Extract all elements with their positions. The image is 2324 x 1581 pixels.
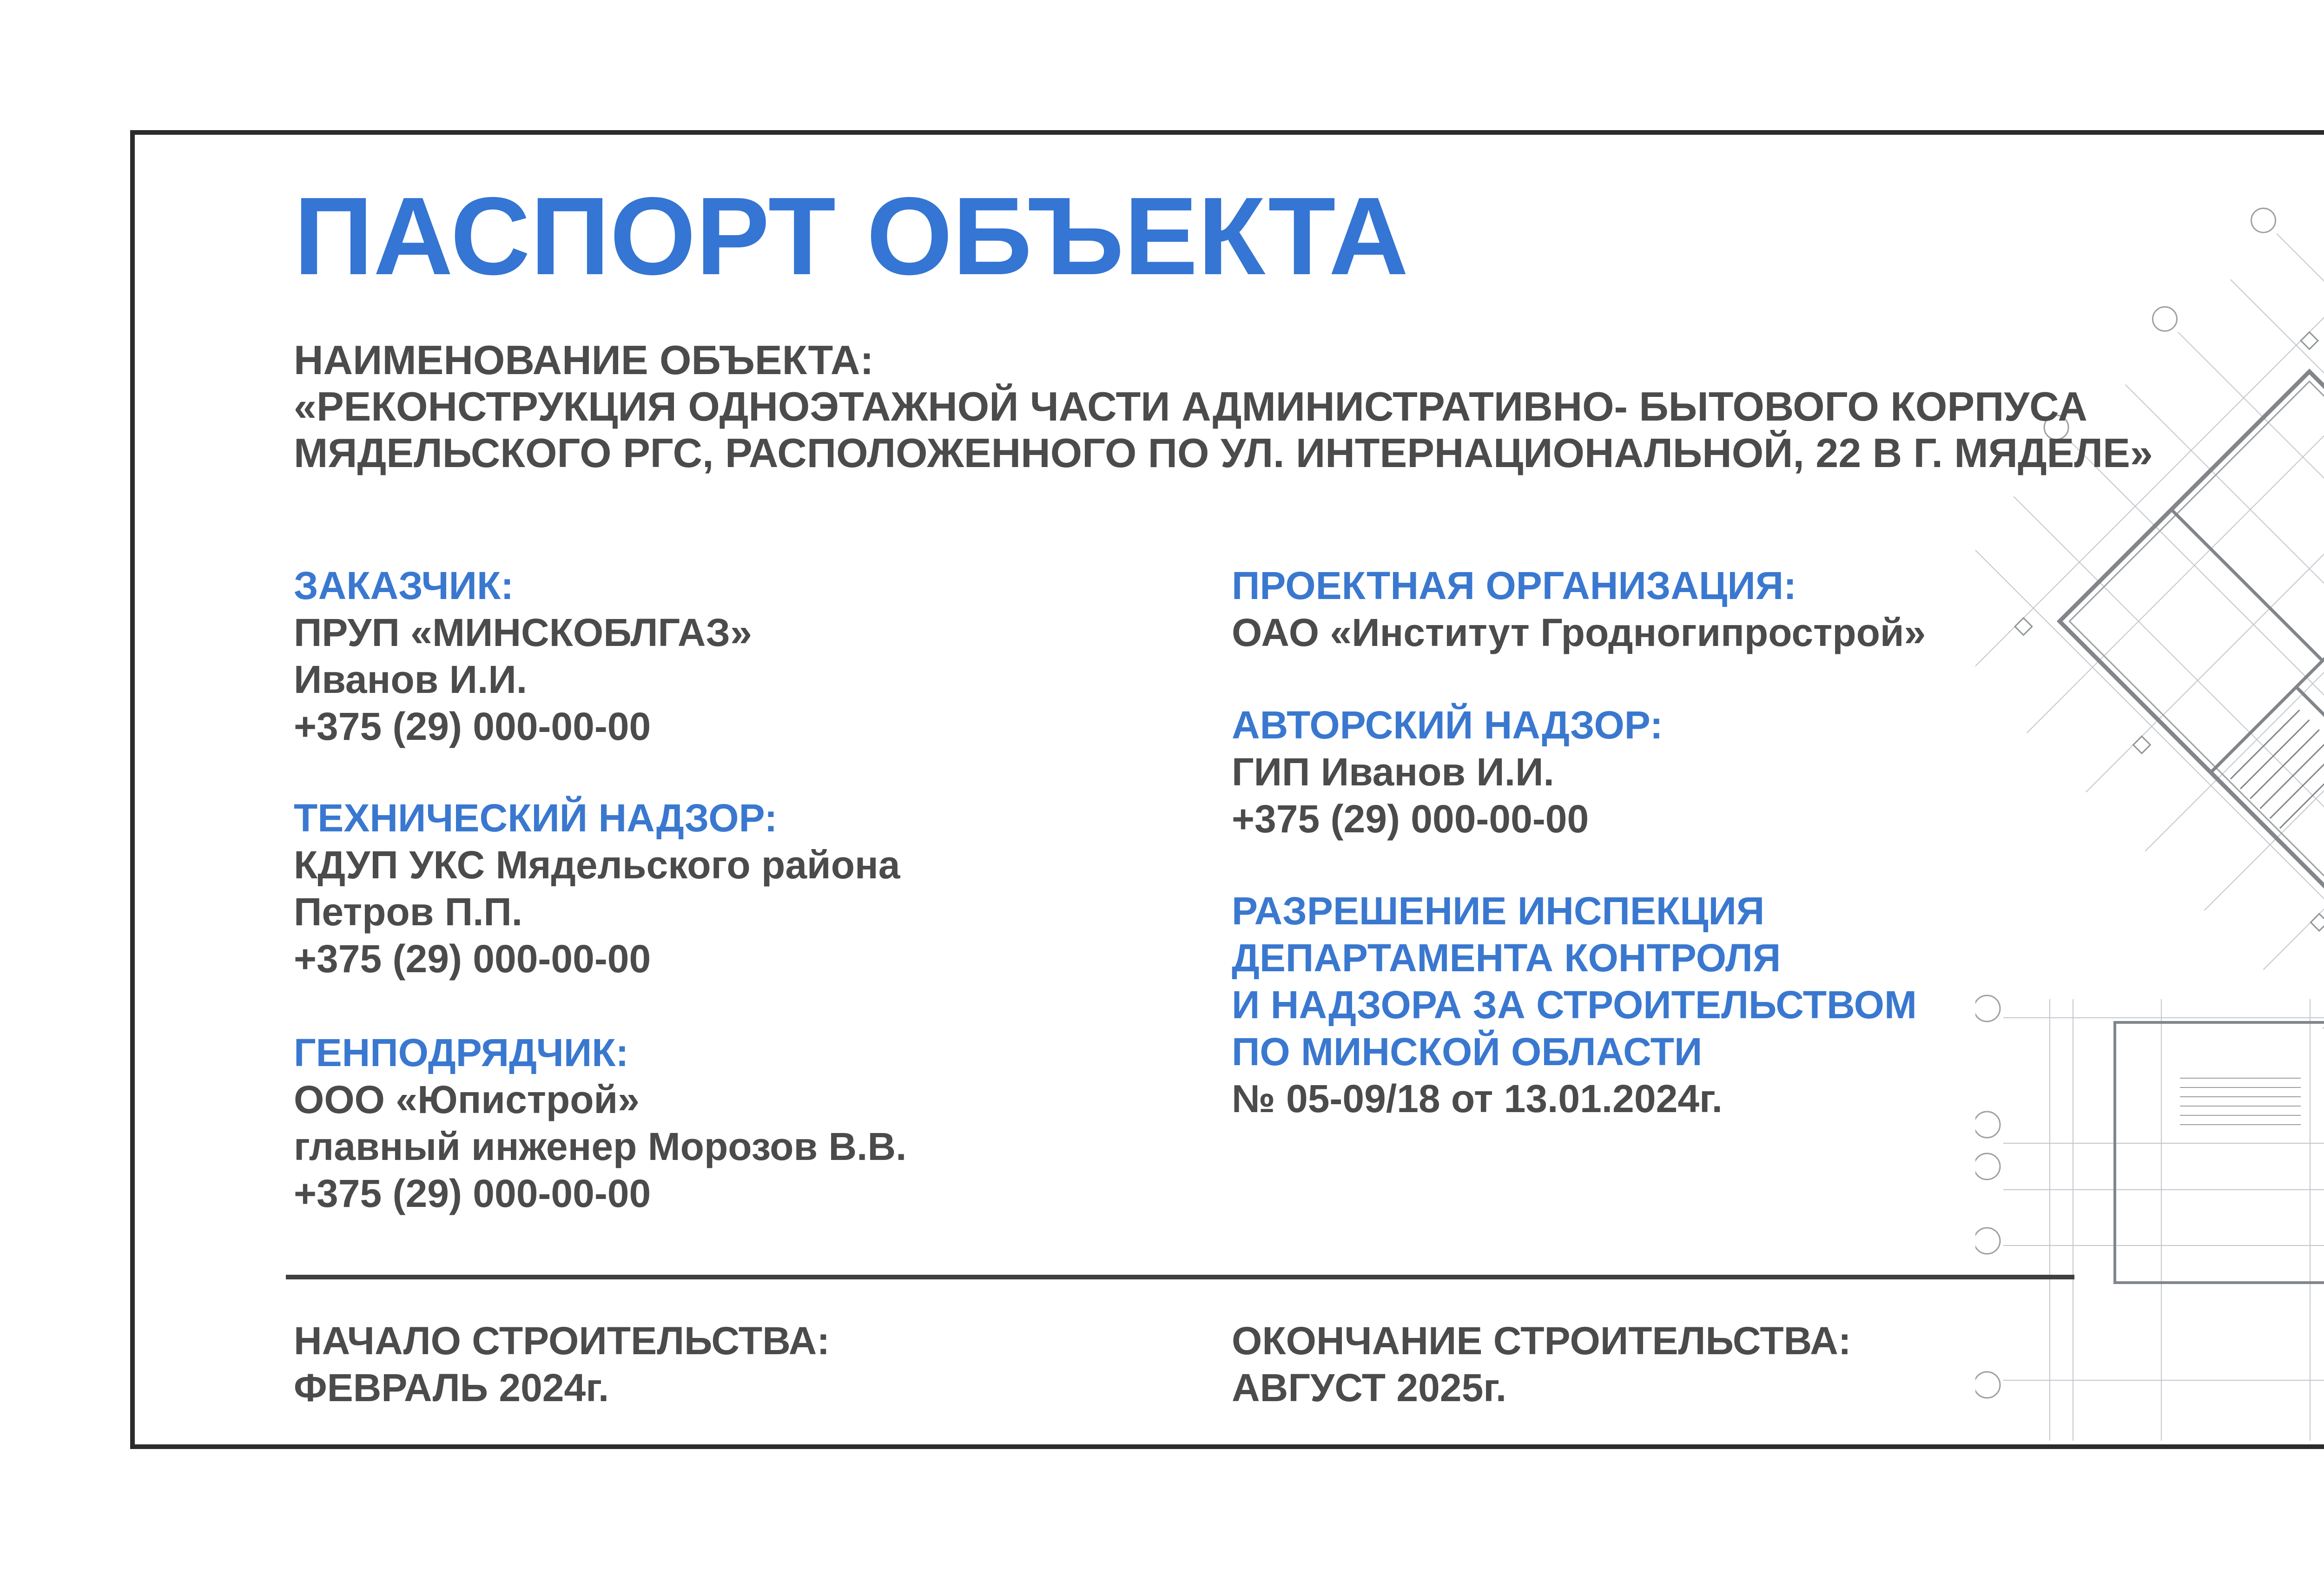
technical-supervision-heading: ТЕХНИЧЕСКИЙ НАДЗОР: [294,796,778,840]
construction-end-section [1232,1318,1851,1411]
customer-phone: +375 (29) 000-00-00 [294,705,651,748]
author-supervision-heading: АВТОРСКИЙ НАДЗОР: [1232,703,1663,747]
general-contractor-section [294,1029,906,1217]
design-organization-heading: ПРОЕКТНАЯ ОРГАНИЗАЦИЯ: [1232,564,1797,607]
construction-start-label: НАЧАЛО СТРОИТЕЛЬСТВА: [294,1319,830,1363]
design-organization-name: ОАО «Институт Гродногипрострой» [1232,611,1926,654]
customer-person: Иванов И.И. [294,658,528,701]
page-title: ПАСПОРТ ОБЪЕКТА [294,175,1409,298]
divider-line [286,1275,2074,1279]
author-supervision-section [1232,702,1663,843]
technical-supervision-person: Петров П.П. [294,890,523,934]
permit-heading-line-3: И НАДЗОРА ЗА СТРОИТЕЛЬСТВОМ [1232,983,1917,1027]
general-contractor-phone: +375 (29) 000-00-00 [294,1172,651,1215]
permit-heading-line-2: ДЕПАРТАМЕНТА КОНТРОЛЯ [1232,936,1781,980]
permit-number: № 05-09/18 от 13.01.2024г. [1232,1077,1723,1120]
customer-heading: ЗАКАЗЧИК: [294,564,514,607]
technical-supervision-org: КДУП УКС Мядельского района [294,843,900,887]
permit-heading-line-1: РАЗРЕШЕНИЕ ИНСПЕКЦИЯ [1232,889,1765,933]
general-contractor-org: ООО «Юпистрой» [294,1078,640,1121]
permit-heading-line-4: ПО МИНСКОЙ ОБЛАСТИ [1232,1030,1703,1074]
permit-section [1232,888,1917,1122]
author-supervision-phone: +375 (29) 000-00-00 [1232,797,1589,841]
construction-start-value: ФЕВРАЛЬ 2024г. [294,1366,609,1410]
general-contractor-person: главный инженер Морозов В.В. [294,1125,907,1168]
technical-supervision-section [294,795,900,982]
construction-start-section [294,1318,830,1411]
object-name-label: НАИМЕНОВАНИЕ ОБЪЕКТА: [294,337,874,383]
customer-org: ПРУП «МИНСКОБЛГАЗ» [294,611,752,654]
object-name-line-2: МЯДЕЛЬСКОГО РГС, РАСПОЛОЖЕННОГО ПО УЛ. ИНТЕРНАЦИОНАЛЬНОЙ, 22 В Г. МЯДЕЛЕ» [294,430,2153,476]
author-supervision-person: ГИП Иванов И.И. [1232,750,1554,794]
object-name-section [294,337,2153,476]
technical-supervision-phone: +375 (29) 000-00-00 [294,937,651,981]
customer-section [294,562,752,750]
object-name-line-1: «РЕКОНСТРУКЦИЯ ОДНОЭТАЖНОЙ ЧАСТИ АДМИНИСТРАТИВНО- БЫТОВОГО КОРПУСА [294,383,2087,429]
general-contractor-heading: ГЕНПОДРЯДЧИК: [294,1031,629,1074]
construction-end-label: ОКОНЧАНИЕ СТРОИТЕЛЬСТВА: [1232,1319,1851,1363]
design-organization-section [1232,562,1926,656]
construction-end-value: АВГУСТ 2025г. [1232,1366,1507,1410]
